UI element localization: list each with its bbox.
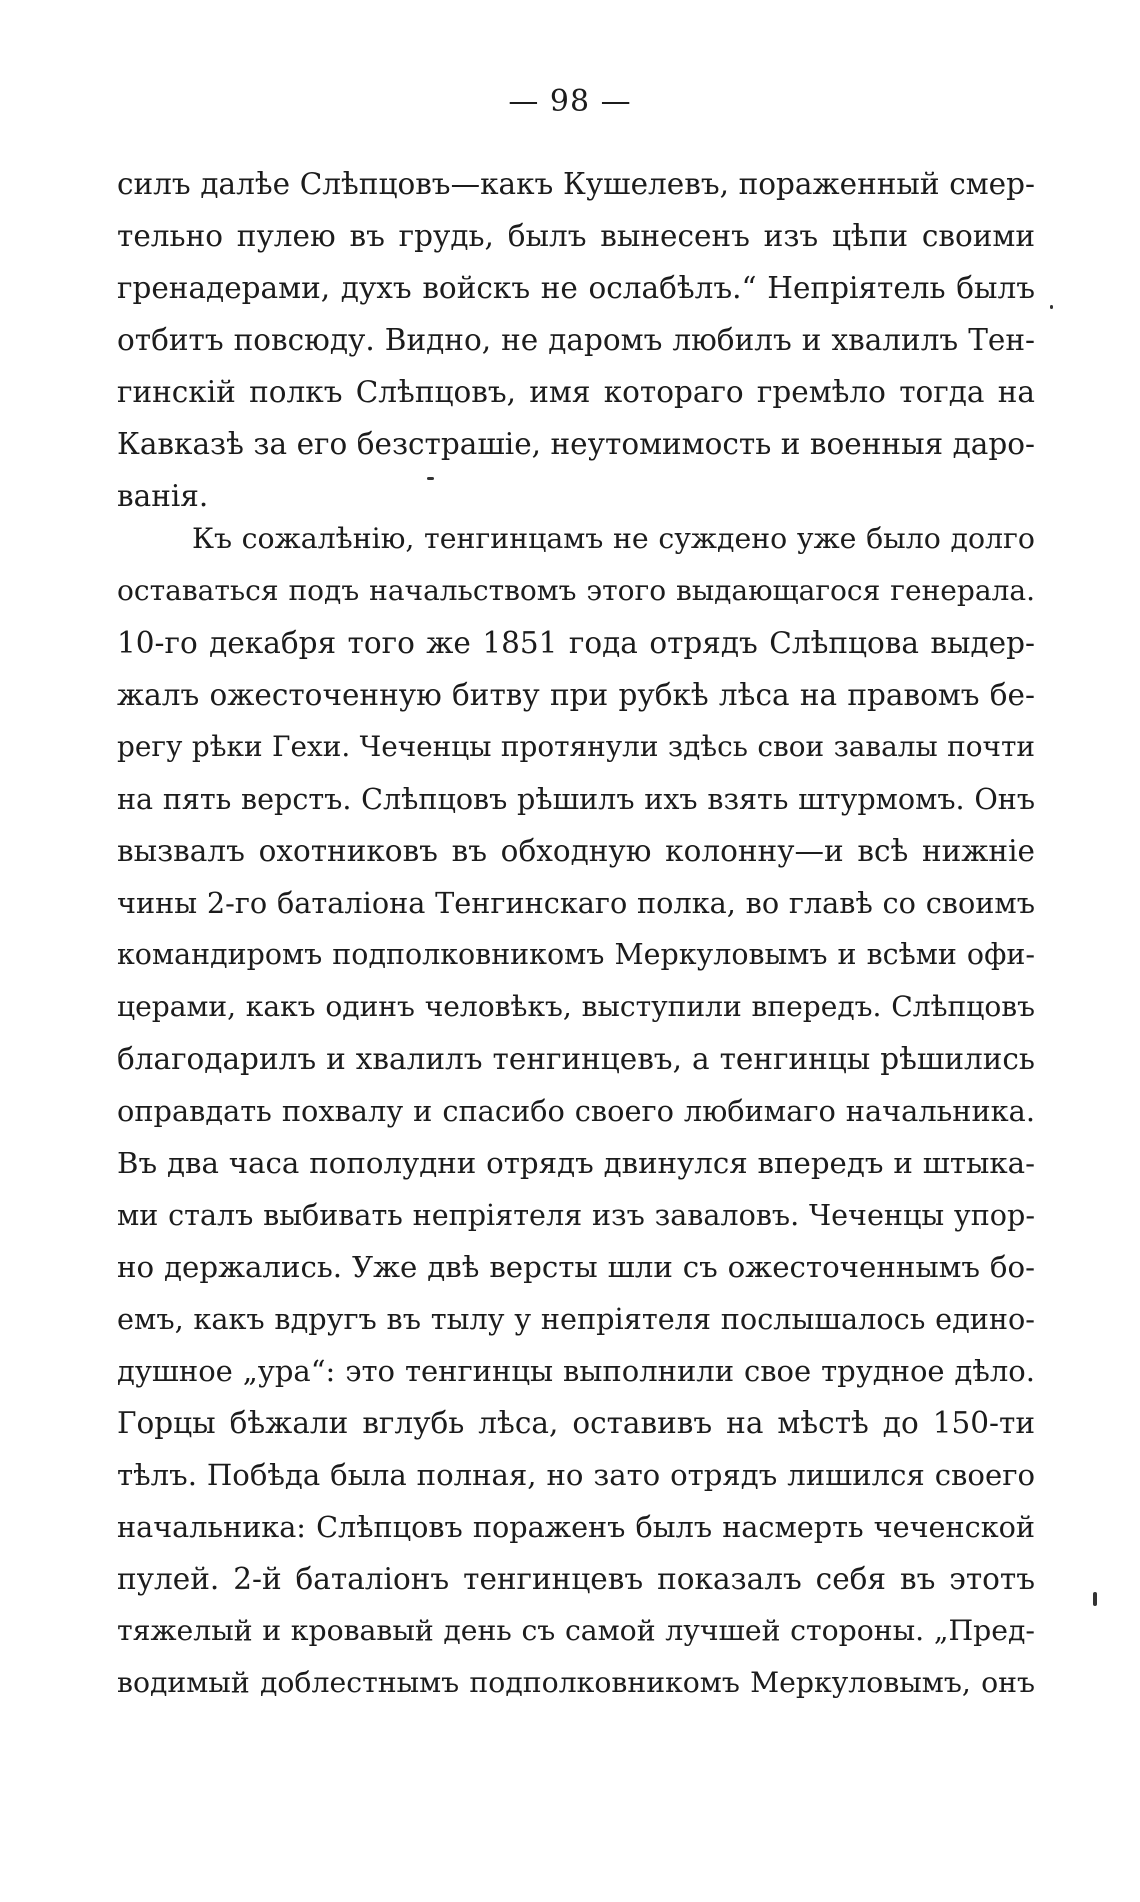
text-line: Къ сожалѣнію, тенгинцамъ не суждено уже было долго xyxy=(192,522,1035,555)
paragraph-1 xyxy=(117,158,1035,522)
text-line: на пять верстъ. Слѣпцовъ рѣшилъ ихъ взять штурмомъ. Онъ xyxy=(117,782,1035,816)
text-line: тельно пулею въ грудь, былъ вынесенъ изъ цѣпи своими xyxy=(117,219,1035,253)
text-line: отбитъ повсюду. Видно, не даромъ любилъ и хвалилъ Тен- xyxy=(117,323,1035,357)
page-number: — 98 — xyxy=(508,84,632,119)
text-line: ми сталъ выбивать непріятеля изъ заваловъ. Чеченцы упор- xyxy=(117,1198,1035,1232)
text-line: тяжелый и кровавый день съ самой лучшей стороны. „Пред- xyxy=(117,1614,1035,1647)
text-line: церами, какъ одинъ человѣкъ, выступили впередъ. Слѣпцовъ xyxy=(117,990,1035,1023)
text-line: тѣлъ. Побѣда была полная, но зато отрядъ лишился своего xyxy=(117,1458,1035,1492)
scan-speck xyxy=(1050,305,1053,309)
text-line: емъ, какъ вдругъ въ тылу у непріятеля послышалось едино- xyxy=(117,1302,1035,1336)
text-line: гинскій полкъ Слѣпцовъ, имя котораго гремѣло тогда на xyxy=(117,375,1035,409)
text-line: регу рѣки Гехи. Чеченцы протянули здѣсь свои завалы почти xyxy=(117,730,1035,763)
text-line: 10-го декабря того же 1851 года отрядъ Слѣпцова выдер- xyxy=(117,626,1035,660)
text-line: Кавказѣ за его безстрашіе, неутомимость и военныя даро- xyxy=(117,427,1035,461)
text-line: вызвалъ охотниковъ въ обходную колонну—и всѣ нижніе xyxy=(117,834,1035,868)
text-line: начальника: Слѣпцовъ пораженъ былъ насмерть чеченской xyxy=(117,1510,1035,1544)
text-line: но держались. Уже двѣ версты шли съ ожесточеннымъ бо- xyxy=(117,1250,1035,1284)
text-line: командиромъ подполковникомъ Меркуловымъ и всѣми офи- xyxy=(117,938,1035,971)
text-line: оправдать похвалу и спасибо своего любимаго начальника. xyxy=(117,1094,1035,1128)
text-line: Въ два часа пополудни отрядъ двинулся впередъ и штыка- xyxy=(117,1146,1035,1180)
scan-speck xyxy=(427,477,434,480)
text-line: душное „ура“: это тенгинцы выполнили свое трудное дѣло. xyxy=(117,1354,1035,1388)
text-line: благодарилъ и хвалилъ тенгинцевъ, а тенгинцы рѣшились xyxy=(117,1042,1035,1076)
text-line: жалъ ожесточенную битву при рубкѣ лѣса на правомъ бе- xyxy=(117,678,1035,712)
text-line: оставаться подъ начальствомъ этого выдающагося генерала. xyxy=(117,574,1035,607)
text-line: водимый доблестнымъ подполковникомъ Меркуловымъ, онъ xyxy=(117,1666,1035,1699)
text-line: Горцы бѣжали вглубь лѣса, оставивъ на мѣстѣ до 150-ти xyxy=(117,1406,1035,1440)
text-line: силъ далѣе Слѣпцовъ—какъ Кушелевъ, пораженный смер- xyxy=(117,167,1035,201)
text-line: гренадерами, духъ войскъ не ослабѣлъ.“ Непріятель былъ xyxy=(117,271,1035,305)
paragraph-2 xyxy=(117,513,1035,1709)
scan-speck xyxy=(1093,1592,1097,1606)
text-line: чины 2-го баталіона Тенгинскаго полка, во главѣ со своимъ xyxy=(117,886,1035,920)
text-line: пулей. 2-й баталіонъ тенгинцевъ показалъ себя въ этотъ xyxy=(117,1562,1035,1596)
text-line: ванія. xyxy=(117,479,209,513)
